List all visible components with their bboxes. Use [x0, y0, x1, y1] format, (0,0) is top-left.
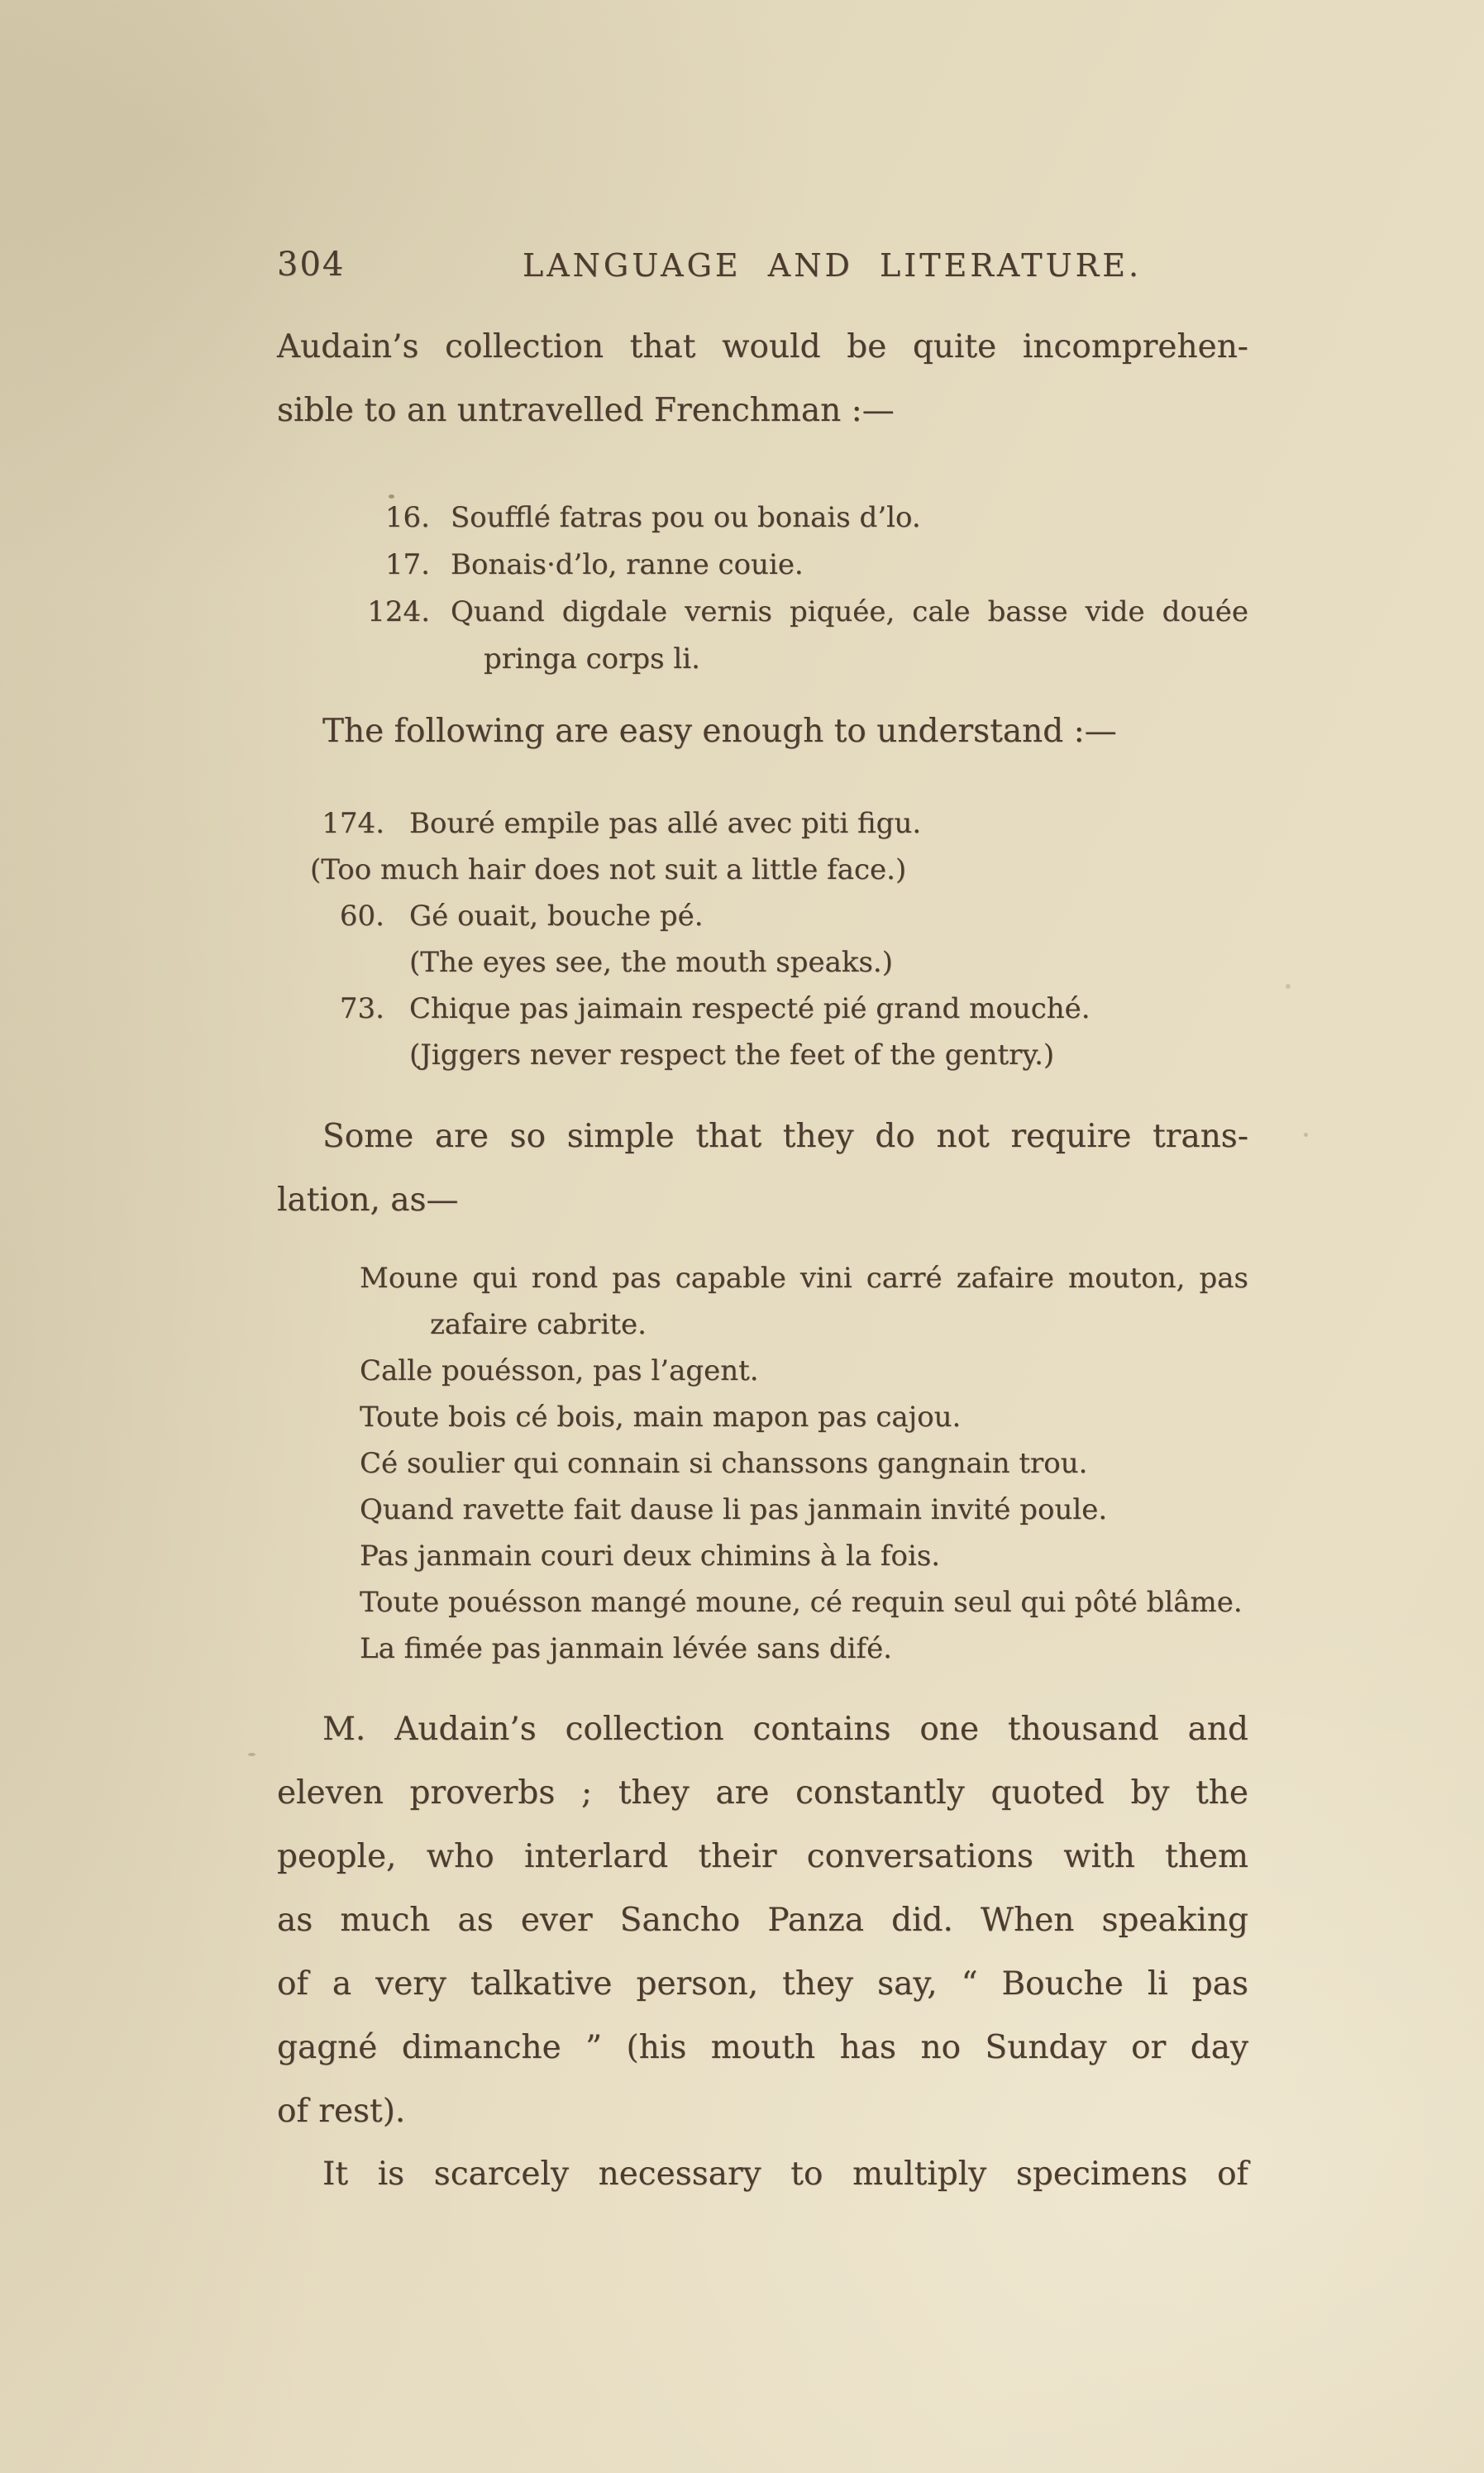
paragraph-line: as much as ever Sancho Panza did. When speaking — [277, 1902, 1248, 1939]
item-number-spacer — [277, 636, 430, 683]
following-paragraph: The following are easy enough to understand :— — [322, 713, 1117, 750]
page-number: 304 — [277, 246, 346, 284]
item-number: 60. — [339, 900, 384, 933]
paragraph-line: of a very talkative person, they say, “ Bouche li pas — [277, 1965, 1248, 2003]
paragraph-line: eleven proverbs ; they are constantly quoted by the — [277, 1774, 1248, 1812]
proverb-line: Calle pouésson, pas l’agent. — [360, 1354, 759, 1387]
item-text: Soufflé fatras pou ou bonais d’lo. — [451, 501, 921, 534]
simple-line-2: lation, as— — [277, 1182, 459, 1219]
proverb-line: Quand ravette fait dause li pas janmain invité poule. — [360, 1493, 1108, 1526]
item-text: Quand digdale vernis piquée, cale basse vide douée — [451, 595, 1248, 628]
item-number: 16. — [384, 501, 430, 534]
list-item — [277, 494, 1248, 542]
audain-collection-paragraph — [277, 1697, 1248, 2143]
proverb-block — [360, 1255, 1248, 1672]
proverb-line: Toute bois cé bois, main mapon pas cajou. — [360, 1401, 961, 1434]
item-text-continuation: pringa corps li. — [484, 642, 700, 676]
item-translation: (The eyes see, the mouth speaks.) — [409, 946, 893, 979]
item-text: Bonais·d’lo, ranne couie. — [451, 548, 804, 581]
intro-line-2: sible to an untravelled Frenchman :— — [277, 392, 895, 429]
item-number: 17. — [384, 548, 430, 581]
intro-paragraph — [277, 315, 1248, 442]
paper-speck — [1304, 1133, 1308, 1137]
proverb-line: Moune qui rond pas capable vini carré zafaire mouton, pas — [360, 1262, 1248, 1295]
item-translation: (Jiggers never respect the feet of the gentry.) — [409, 1038, 1055, 1072]
paragraph-line: people, who interlard their conversations with them — [277, 1838, 1248, 1875]
paper-speck — [248, 1753, 255, 1756]
paragraph-line: gagné dimanche ” (his mouth has no Sunday or day — [277, 2029, 1248, 2066]
closing-paragraph: It is scarcely necessary to multiply specimens of — [322, 2156, 1248, 2193]
item-number: 73. — [339, 992, 384, 1025]
list-item — [277, 986, 1248, 1032]
proverb-numbered-list-2 — [277, 800, 1248, 1078]
item-text: Gé ouait, bouche pé. — [409, 900, 704, 933]
paragraph-line: M. Audain’s collection contains one thousand and — [322, 1711, 1248, 1748]
proverb-line-continuation: zafaire cabrite. — [430, 1308, 647, 1341]
list-item — [277, 542, 1248, 589]
paper-speck — [1286, 984, 1291, 989]
intro-line-1: Audain’s collection that would be quite incomprehen- — [277, 328, 1248, 365]
item-number: 124. — [367, 595, 430, 628]
simple-line-1: Some are so simple that they do not require trans- — [322, 1118, 1248, 1155]
list-item — [277, 800, 1248, 847]
paper-speck — [389, 494, 394, 499]
page-header — [277, 245, 1248, 288]
item-number: 174. — [322, 807, 384, 840]
list-item-continuation — [277, 636, 1248, 683]
proverb-line: Cé soulier qui connain si chanssons gangnain trou. — [360, 1447, 1088, 1480]
proverb-numbered-list-1 — [277, 494, 1248, 683]
item-text: Chique pas jaimain respecté pié grand mouché. — [409, 992, 1090, 1025]
simple-paragraph — [277, 1105, 1248, 1232]
item-translation: (Too much hair does not suit a little face.) — [310, 853, 907, 886]
proverb-line: La fimée pas janmain lévée sans difé. — [360, 1632, 892, 1665]
proverb-line: Pas janmain couri deux chimins à la fois. — [360, 1540, 941, 1573]
item-text: Bouré empile pas allé avec piti figu. — [409, 807, 922, 840]
list-item — [277, 589, 1248, 636]
list-item — [277, 893, 1248, 939]
proverb-line: Toute pouésson mangé moune, cé requin seul qui pôté blâme. — [360, 1586, 1243, 1619]
paragraph-line: of rest). — [277, 2093, 406, 2130]
running-header-title: LANGUAGE AND LITERATURE. — [523, 247, 1143, 284]
